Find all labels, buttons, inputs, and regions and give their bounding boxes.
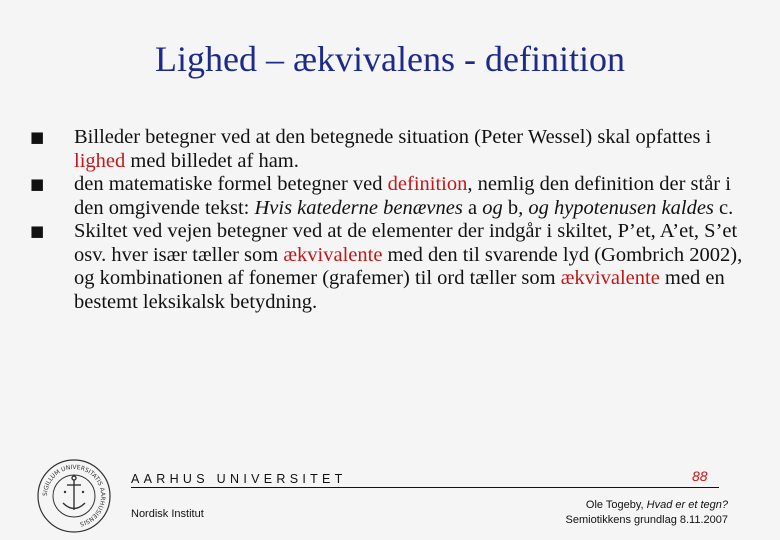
bullet-text: , nemlig den definition der står i den omgivende tekst:: [74, 173, 731, 219]
bullet-text: a: [462, 196, 483, 219]
italic-text: og: [482, 196, 503, 219]
presentation-title: Hvad er et tegn?: [646, 499, 728, 511]
bullet-text: den matematiske formel betegner ved: [74, 173, 388, 195]
highlight-term: definition: [387, 173, 468, 195]
bullet-item: [30, 173, 750, 220]
square-bullet-icon: ■: [30, 222, 45, 240]
bullet-list: [30, 126, 750, 314]
bullet-text: c.: [713, 196, 734, 219]
bullet-text: med den til svarende lyd (Gombrich 2002), og kombinationen af fonemer (grafemer) til ord tæller som: [74, 243, 743, 289]
bullet-text: med en bestemt leksikalsk betydning.: [74, 267, 725, 313]
university-name: AARHUS UNIVERSITET: [131, 472, 347, 486]
slide-title: Lighed – ækvivalens - definition: [155, 39, 625, 79]
bullet-text: Skiltet ved vejen betegner ved at de elementer der indgår i skiltet, P’et, A’et, S’et osv. hver især tæller som: [74, 220, 738, 266]
author-name: Ole Togeby,: [585, 499, 647, 511]
italic-text: Hvis katederne benævnes: [254, 196, 463, 219]
highlight-term: ækvivalente: [560, 267, 660, 289]
event-name: Semiotikkens grundlag 8.11.2007: [565, 514, 728, 526]
highlight-term: ækvivalente: [283, 243, 383, 266]
square-bullet-icon: ■: [30, 175, 45, 193]
bullet-item: [30, 220, 750, 314]
bullet-item: [30, 126, 750, 173]
svg-text:SIGILLUM UNIVERSITATIS AARHUSI: SIGILLUM UNIVERSITATIS AARHUSIENSIS: [41, 463, 107, 528]
highlight-term: lighed: [74, 149, 126, 172]
square-bullet-icon: ■: [30, 128, 45, 146]
citation-line-1: [566, 498, 728, 513]
university-seal-icon: [36, 458, 112, 534]
bullet-text: b: [502, 196, 519, 219]
citation: [566, 498, 728, 528]
bullet-text: med billedet af ham.: [125, 149, 299, 172]
footer-divider: [131, 487, 719, 488]
bullet-text: Billeder betegner ved at den betegnede situation (Peter Wessel) skal opfattes i: [74, 126, 712, 148]
page-number: 88: [692, 468, 708, 484]
institute-name: Nordisk Institut: [131, 508, 204, 520]
italic-text: , og hypotenusen kaldes: [518, 196, 714, 219]
